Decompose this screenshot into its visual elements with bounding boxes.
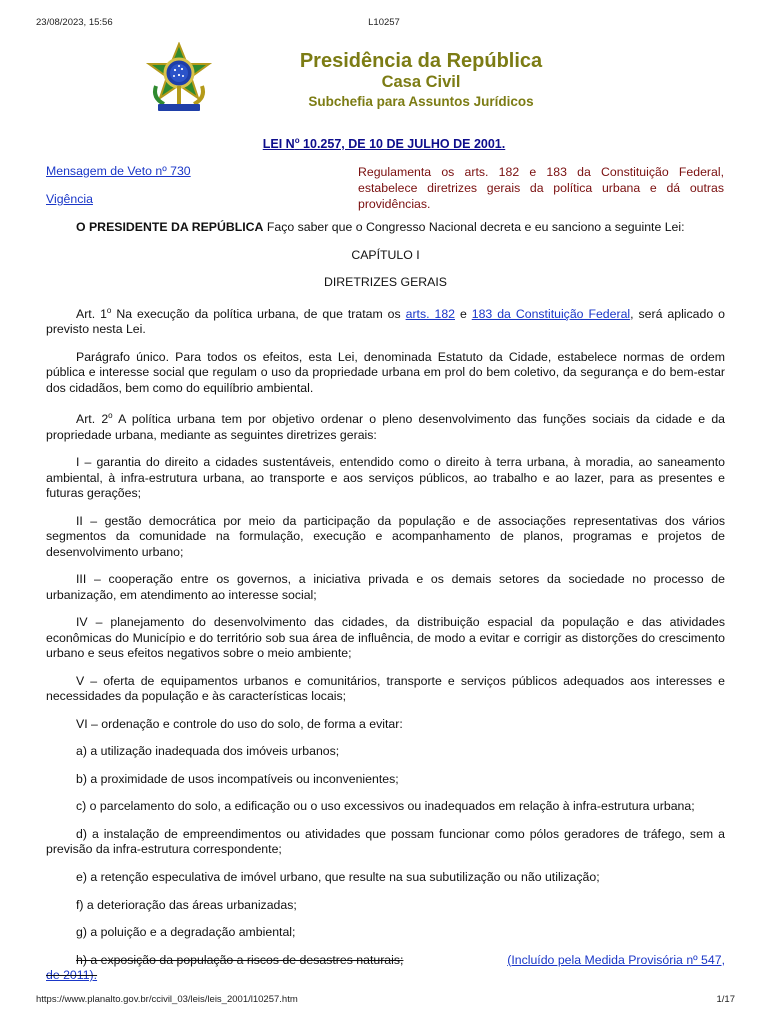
- arts-182-link[interactable]: arts. 182: [405, 306, 455, 321]
- ementa: Regulamenta os arts. 182 e 183 da Constituição Federal, estabelece diretrizes gerais da política urbana e dá outras providências.: [358, 165, 724, 211]
- article-2-subitem: e) a retenção especulativa de imóvel urbano, que resulte na sua subutilização ou não utilização;: [76, 869, 600, 884]
- medida-provisoria-547-link[interactable]: (Incluído pela Medida Provisória nº 547,: [507, 952, 725, 967]
- article-2-subitem: g) a poluição e a degradação ambiental;: [76, 925, 296, 940]
- article-1: Art. 1$^o$ Na execução da política urbana, de que tratam os arts. 182 e 183 da Constituição Federal, será aplicado o previsto nesta Lei.: [46, 305, 725, 337]
- chapter-heading: CAPÍTULO I: [351, 247, 420, 262]
- article-2-subitem: a) a utilização inadequada dos imóveis urbanos;: [76, 744, 340, 759]
- print-date: 23/08/2023, 15:56: [36, 17, 113, 28]
- medida-provisoria-547-link-tail[interactable]: de 2011).: [46, 968, 98, 983]
- article-2-subitem: f) a deterioração das áreas urbanizadas;: [76, 897, 297, 912]
- law-body: [46, 220, 725, 996]
- article-2-item: V – oferta de equipamentos urbanos e comunitários, transporte e serviços públicos adequados aos interesses e necessidades da população e às características locais;: [46, 673, 725, 703]
- veto-message-link[interactable]: Mensagem de Veto nº 730: [46, 164, 191, 178]
- vigencia-link[interactable]: Vigência: [46, 192, 93, 206]
- header-presidencia: Presidência da República: [299, 50, 543, 72]
- print-title: L10257: [368, 17, 400, 28]
- article-2-item: VI – ordenação e controle do uso do solo, de forma a evitar:: [76, 716, 403, 731]
- article-2-subitem-revoked: h) a exposição da população a riscos de desastres naturais; (Incluído pela Medida Provisória nº 547, de 2011).: [46, 952, 725, 983]
- article-2-item: I – garantia do direito a cidades sustentáveis, entendido como o direito à terra urbana, à moradia, ao saneamento ambiental, à infra-estrutura urbana, ao transporte e aos serviços públicos, ao trabalho e ao lazer, para as presentes e futuras gerações;: [46, 455, 725, 501]
- article-2-item: IV – planejamento do desenvolvimento das cidades, da distribuição espacial da população e das atividades econômicas do Município e do território sob sua área de influência, de modo a evitar e corrigir as distorções do crescimento urbano e seus efeitos negativos sobre o meio ambiente;: [46, 615, 725, 660]
- article-2-item: II – gestão democrática por meio da participação da população e de associações representativas dos vários segmentos da comunidade na formulação, execução e acompanhamento de planos, programas e projetos de desenvolvimento urbano;: [46, 513, 725, 559]
- preamble: O PRESIDENTE DA REPÚBLICA Faço saber que o Congresso Nacional decreta e eu sanciono a seguinte Lei:: [76, 220, 685, 234]
- law-title: LEI $N^o$ 10.257, DE 10 DE JULHO DE 2001.: [262, 136, 506, 152]
- chapter-title: DIRETRIZES GERAIS: [324, 275, 447, 290]
- article-1-sole-paragraph: Parágrafo único. Para todos os efeitos, esta Lei, denominada Estatuto da Cidade, estabelece normas de ordem pública e interesse social que regulam o uso da propriedade urbana em prol do bem coletivo, da segurança e do bem-estar dos cidadãos, bem como do equilíbrio ambiental.: [46, 349, 725, 395]
- print-url: https://www.planalto.gov.br/ccivil_03/leis/leis_2001/l10257.htm: [36, 994, 298, 1005]
- article-2-subitem: d) a instalação de empreendimentos ou atividades que possam funcionar como pólos geradores de tráfego, sem a previsão da infra-estrutura correspondente;: [46, 826, 725, 857]
- brazil-coat-of-arms-icon: [144, 42, 214, 114]
- article-2-subitem: c) o parcelamento do solo, a edificação ou o uso excessivos ou inadequados em relação à infra-estrutura urbana;: [76, 799, 695, 814]
- print-page-number: 1/17: [716, 994, 735, 1005]
- header-casa-civil: Casa Civil: [381, 73, 461, 91]
- article-2-subitem: b) a proximidade de usos incompatíveis ou inconvenientes;: [76, 771, 399, 786]
- header-subchefia: Subchefia para Assuntos Jurídicos: [308, 94, 534, 109]
- article-2-item: III – cooperação entre os governos, a iniciativa privada e os demais setores da sociedade no processo de urbanização, em atendimento ao interesse social;: [46, 572, 725, 602]
- art-183-cf-link[interactable]: 183 da Constituição Federal: [471, 306, 631, 321]
- article-2: Art. 2$^o$ A política urbana tem por objetivo ordenar o pleno desenvolvimento das funções sociais da cidade e da propriedade urbana, mediante as seguintes diretrizes gerais:: [46, 411, 725, 442]
